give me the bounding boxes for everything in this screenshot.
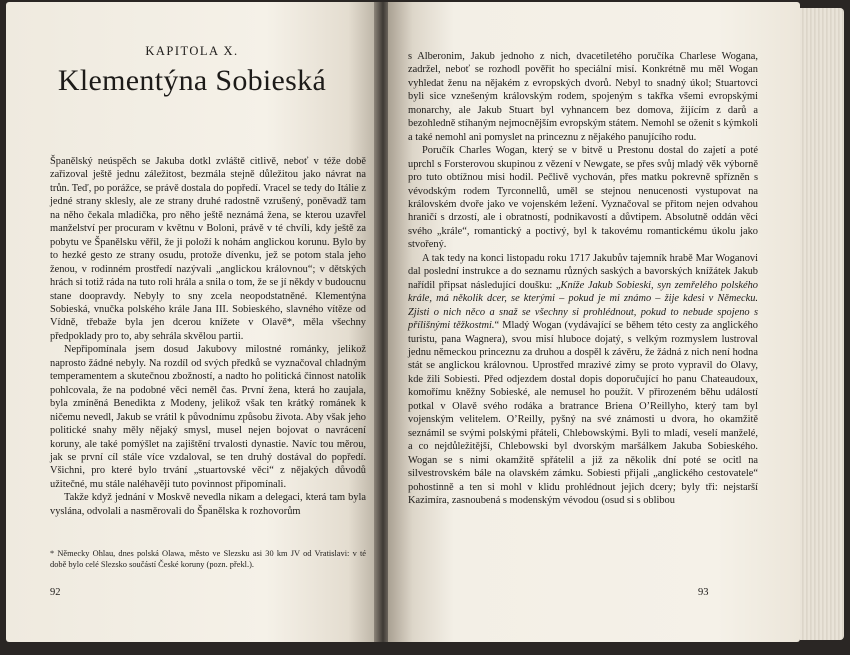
paragraph: Poručík Charles Wogan, který se v bitvě u Prestonu dostal do zajetí a poté uprchl s Forsterovou skupinou z vězení v Newgate, se přes svůj mladý věk výborně pro tuto obtížnou misi hodil. Pečlivě vychován, přes matku pokrevně spřízněn s vévodským rodem Tyrconnellů, uměl se stejnou nenucenosti vystupovat na královském dvoře jako ve vojenském ležení. Vyznačoval se přitom nejen odvahou hraničí s drzostí, ale i obratností, podnikavostí a důvtipem. Absolutně oddán věci svého „krále“, romantický a poctivý, byl k takovému romantickému úkolu jako stvořený. (408, 145, 758, 251)
left-page-body (50, 155, 366, 518)
paragraph: Nepřipomínala jsem dosud Jakubovy milostné románky, jelikož naprosto žádné nebyly. Na rozdíl od svých předků se vyznačoval chladným temperamentem a skutečnou zbožností, a nadto ho politická činnost natolik pohlcovala, že na podobné věci neměl čas. První žena, která ho zaujala, byla zmíněná Benediktа z Modeny, jelikož však ten krátký románek k ničemu nevedl, Jakub se vrátil k původnímu způsobu života. Aby však jeho politické snahy měly nějaký smysl, musel nejen bojovat o navrácení koruny, ale také pomýšlet na zajištění trvalosti dynastie. Navíc tou měrou, jak se první cíl stále více vzdaloval, se ten druhý dostával do popředí. Všichni, pro které bylo trvání „stuartovské věci“ z nějakých důvodů užitečné, mu stále naléhavěji tuto povinnost připomínali. (50, 344, 366, 490)
right-page-body (408, 50, 758, 507)
chapter-title: Klementýna Sobieská (57, 64, 327, 97)
left-page (6, 2, 378, 642)
page-number-left: 92 (50, 587, 61, 598)
chapter-label: KAPITOLA X. (145, 44, 239, 58)
open-book (4, 2, 846, 652)
paragraph: s Alberonim, Jakub jednoho z nich, dvacetiletého poručíka Charlese Wogana, zadržel, neboť se rozhodl pověřit ho speciální misí. Konkrétně mu měl Wogan vyhledat ženu na nějakém z evropských dvorů. Nebyl to snadný úkol; Stuartovci byli sice vznešeným královským rodem, spojeným s takřka všemi evropskými monarchy, ale Jakub Stuart byl vyhnancem bez domova, žijícím z darů a bezohledně stíhaným nejmocnějším evropským státem. Nemohl se oženit s kýmkoli a také nemohl ani pomyslet na princeznu z nějakého panujícího rodu. (408, 51, 758, 143)
paragraph-text: “ Mladý Wogan (vydávající se během této cesty za anglického turistu, pana Wagnera), svou misí hluboce dojatý, s velkým rozmyslem lustroval jednu německou princeznu za druhou a dospěl k závěru, že žádná z nich není hodna stát se anglickou královnou. Uprostřed mrazivé zimy se proto vypravil do Olavy, kde žili Sobiesti. Před odjezdem dostal dopis doporučující ho panu Chateaudoux, komořímu kněžny Sobieské, ale nemusel ho použít. V přirozeném běhu událostí potkal v Olavě svého rodáka a bratrance Briena O’Reillyho, který tam byl vojenským velitelem. O’Reilly, pyšný na své známosti u dvora, ho okamžitě seznámil se svými polskými přáteli, Chlebowskými. Byli to mladí, veselí manželé, a co nejdůležitější, Chlebowski byl dvorským maršálkem Jakuba Sobieského. Wogan se s nimi okamžitě spřátelil a již za několik dní poté se ocitl na silvestrovském bále na olavském zámku. Sobiesti přijali „anglického cestovatele“ pohostinně a ten si mohl v klidu prohlédnout jejich dcery; byly tři: nejstarší Kazimíra, zasnoubená s modenským vévodou (osud si s oblibou (408, 320, 758, 506)
right-page (388, 2, 800, 642)
paragraph (408, 252, 758, 508)
page-number-right: 93 (698, 587, 709, 598)
quoted-instruction: Kníže Jakub Sobieski, syn zemřelého polského krále, má několik dcer, se kterými – pokud je mi známo – žije kdesi v Německu. Zjisti o nich něco a snaž se všechny si prohlédnout, pokud to nebude spojeno s přílišnými těžkostmi. (408, 279, 758, 332)
paragraph-text: A tak tedy na konci listopadu roku 1717 Jakubův tajemník hrabě Mar Woganovi dal poslední instrukce a do seznamu různých saských a bavorských knížátek Jakub nařídil připsat následující doušku: „ (408, 252, 758, 291)
paragraph: Španělský neúspěch se Jakuba dotkl zvláště citlivě, neboť v téže době zařizoval ještě jednu záležitost, bezmála stejně důležitou jako návrat na trůn. Teď, po porážce, se právě dostala do popředí. Vracel se tedy do Itálie z jedné strany sklesly, ale ze strany druhé radostně vzrušený, poněvadž tam na něho čekala mladička, pro něho ještě neznámá žena, se kterou uzavřel manželství per procuram v květnu v Boloni, právě v té chvíli, kdy ještě za pobytu ve Španělsku věřil, že ji položí k nohám anglickou korunu. Bylo by to hezké gesto ze strany osudu, protože dívenku, jež se potom stala jeho ženou, v rodinném prostředí nazývali „anglickou královnou“; v dětských hrách si totiž ráda na tuto roli hrála a snila o tom, že se jí někdy v budoucnu stane doopravdy. Nebyly to sny zcela neopodstatněné. Klementýna Sobieská, vnučka polského krále Jana III. Sobieského, slavného vítěze od Vídně, třebaže byla jen dcerou knížete v Olavě*, měla všechny předpoklady pro to, aby sehrála skvělou partii. (50, 156, 367, 342)
paragraph: Takže když jednání v Moskvě nevedla nikam a delegaci, která tam byla vyslána, odvolali a nasměrovali do Španělska k rozhovorům (50, 492, 366, 517)
page-edges (800, 8, 844, 640)
footnote: * Německy Ohlau, dnes polská Olawa, město ve Slezsku asi 30 km JV od Vratislavi: v té době bylo celé Slezsko součástí České koruny (pozn. překl.). (50, 549, 366, 569)
